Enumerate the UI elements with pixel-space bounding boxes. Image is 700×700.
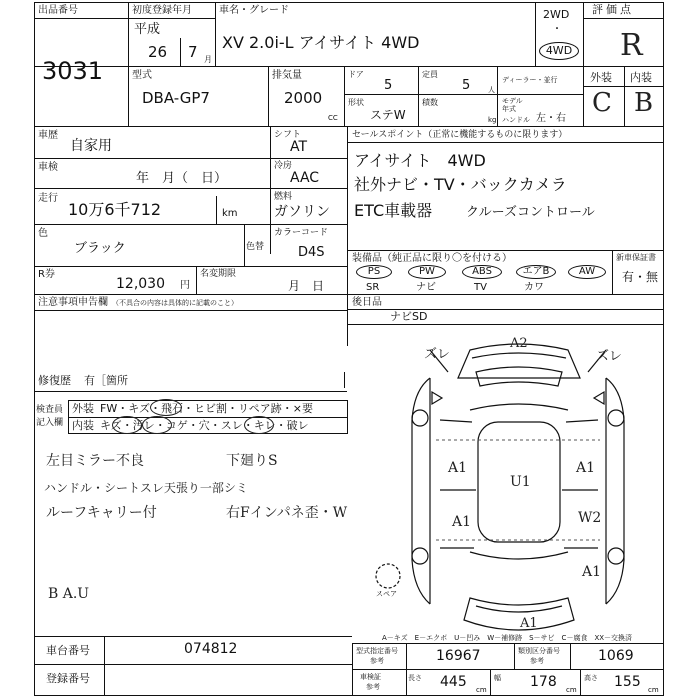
reg-month: 7 (188, 43, 198, 61)
damage-legend: A－キズ E－エクボ U－凹み W－補修跡 S－サビ C－腐食 XX－交換済 (382, 634, 633, 642)
sales-line-3a: ETC車載器 (354, 201, 433, 220)
sales-line-1: アイサイト 4WD (354, 151, 486, 170)
type-no-label: 型式指定番号 (356, 647, 398, 655)
type-no: 16967 (436, 648, 481, 664)
class-no-label: 類別区分番号 (518, 647, 560, 655)
shift-value: AT (290, 139, 308, 155)
reg-year: 26 (148, 43, 168, 61)
diagram-a2: A2 (510, 336, 528, 351)
shape-value: ステW (370, 108, 406, 122)
fuel-label: 燃料 (274, 192, 293, 202)
color-label: 色 (38, 228, 48, 239)
dims-label-2: 参考 (366, 683, 380, 691)
handle-value: 左・右 (536, 113, 566, 124)
interior-grade: B (634, 88, 654, 118)
model-label: 型式 (132, 70, 152, 81)
month-unit: 月 (204, 55, 212, 64)
color-code-label: カラーコード (274, 228, 329, 238)
mileage-label: 走行 (38, 193, 58, 204)
history-value: 自家用 (70, 138, 112, 154)
class-no-ref: 参考 (530, 657, 544, 665)
int-items: キズ・汚レ・コゲ・穴・スレ・キレ・破レ (100, 419, 309, 432)
aftermarket-value: ナビSD (390, 310, 428, 323)
note-hand-6: B A.U (48, 586, 90, 602)
ext-label: 外装 (72, 402, 94, 415)
auto-tax-value: 月 日 (288, 279, 325, 293)
diagram-zure-right: ズレ (596, 349, 623, 364)
note-hand-2: 下廻りS (226, 453, 278, 469)
type-no-ref: 参考 (370, 657, 384, 665)
width-value: 178 (530, 674, 557, 690)
era: 平成 (134, 22, 161, 37)
new-car-value: 有・無 (622, 270, 659, 284)
equip-leather: カワ (524, 282, 544, 293)
inspection-value: 年 月（ 日） (136, 171, 228, 186)
drive-2wd: 2WD (543, 8, 570, 21)
handle-label: ハンドル (502, 116, 530, 124)
equip-navi: ナビ (416, 282, 436, 293)
dims-label-1: 車検証 (360, 673, 381, 681)
chassis-value: 074812 (184, 641, 238, 657)
notice-label: 注意事項申告欄 (38, 297, 108, 308)
ext-items: FW・キズ・飛石・ヒビ割・リペア跡・×要 (100, 402, 313, 415)
sales-line-2: 社外ナビ・TV・バックカメラ (354, 175, 567, 194)
aftermarket-label: 後日品 (352, 297, 382, 308)
equip-airbag: エアB (516, 265, 556, 279)
lot-number-label: 出品番号 (38, 5, 78, 16)
diagram-a1-left-lower: A1 (452, 514, 472, 530)
lot-number: 3031 (42, 57, 104, 85)
length-unit: cm (476, 686, 487, 694)
inspection-label: 車検 (38, 162, 58, 173)
class-no: 1069 (598, 648, 634, 664)
displacement-value: 2000 (284, 89, 323, 107)
equipment-title: 装備品（純正品に限り〇を付ける） (352, 253, 512, 264)
diagram-a1-left-upper: A1 (448, 460, 468, 476)
model-value: DBA-GP7 (142, 89, 210, 107)
repair-label: 修復歴 (38, 374, 71, 387)
reg-plate-label: 登録番号 (46, 672, 90, 685)
ac-value: AAC (290, 170, 320, 186)
width-label: 幅 (494, 674, 501, 682)
diagram-spare: スペア (376, 590, 397, 598)
exterior-label: 外装 (590, 71, 612, 84)
equip-pw: PW (408, 265, 446, 279)
recycle-value: 12,030 (116, 276, 165, 292)
load-label: 積数 (422, 98, 438, 107)
height-value: 155 (614, 674, 641, 690)
score-label: 評価点 (592, 3, 634, 16)
diagram-a1-bottom: A1 (520, 616, 538, 631)
ac-label: 冷房 (274, 161, 293, 171)
inspector-label-1: 検査員 (36, 405, 64, 415)
recycle-label: R券 (38, 269, 55, 280)
equip-sr: SR (366, 282, 380, 293)
model-year-label1: モデル (502, 97, 523, 105)
model-year-label2: 年式 (502, 105, 516, 113)
equip-abs: ABS (462, 265, 502, 279)
new-car-label: 新車保証書 (616, 253, 656, 262)
displacement-label: 排気量 (272, 70, 302, 81)
equip-tv: TV (474, 282, 487, 293)
color-value: ブラック (74, 241, 126, 256)
note-hand-3: ハンドル・シートスレ天張り一部シミ (44, 481, 248, 495)
yen-unit: 円 (180, 280, 190, 291)
note-hand-4: ルーフキャリー付 (46, 505, 157, 521)
cc-unit: CC (328, 114, 338, 122)
width-unit: cm (566, 686, 577, 694)
history-label: 車歴 (38, 130, 58, 141)
exterior-grade: C (592, 88, 612, 118)
km-unit: km (222, 208, 238, 219)
repair-value: 有［箇所 (84, 374, 128, 387)
person-unit: 人 (488, 86, 495, 94)
length-label: 長さ (408, 674, 422, 682)
diagram-zure-left: ズレ (424, 347, 451, 362)
notice-sub: （不具合の内容は具体的に記載のこと） (112, 299, 238, 307)
capacity-value: 5 (462, 78, 471, 93)
int-label: 内装 (72, 419, 94, 432)
dealer-label: ディーラー・並行 (502, 76, 558, 84)
shift-label: シフト (274, 130, 302, 140)
car-name-label: 車名・グレード (219, 5, 289, 16)
diagram-w2: W2 (578, 510, 602, 526)
car-name: XV 2.0i-L アイサイト 4WD (222, 33, 420, 52)
mileage-value: 10万6千712 (68, 200, 162, 219)
equip-ps: PS (356, 265, 392, 279)
color-code: D4S (298, 245, 325, 260)
height-unit: cm (648, 686, 659, 694)
auto-tax-label: 名変期限 (200, 269, 237, 279)
kg-unit: kg (488, 116, 497, 124)
equip-aw: AW (568, 265, 606, 279)
interior-label: 内装 (630, 71, 652, 84)
diagram-u1: U1 (510, 474, 531, 490)
color-change-label: 色替 (246, 242, 265, 252)
sales-title: セールスポイント（正常に機能するものに限ります） (352, 130, 568, 140)
drive-dot: ・ (552, 24, 562, 35)
diagram-a1-right-lower: A1 (582, 564, 602, 580)
score-value: R (620, 28, 643, 63)
note-hand-5: 右Fインパネ歪・W (226, 505, 348, 521)
doors-value: 5 (384, 78, 393, 93)
shape-label: 形状 (348, 98, 364, 107)
chassis-label: 車台番号 (46, 644, 90, 657)
note-hand-1: 左目ミラー不良 (46, 453, 144, 469)
height-label: 高さ (584, 674, 598, 682)
inspector-label-2: 記入欄 (36, 418, 64, 428)
fuel-value: ガソリン (274, 204, 330, 220)
drive-4wd: 4WD (545, 44, 573, 57)
capacity-label: 定員 (422, 70, 438, 79)
sales-line-3b: クルーズコントロール (466, 205, 595, 220)
length-value: 445 (440, 674, 467, 690)
diagram-a1-right-upper: A1 (576, 460, 596, 476)
first-reg-label: 初度登録年月 (132, 5, 192, 16)
doors-label: ドア (348, 70, 364, 79)
